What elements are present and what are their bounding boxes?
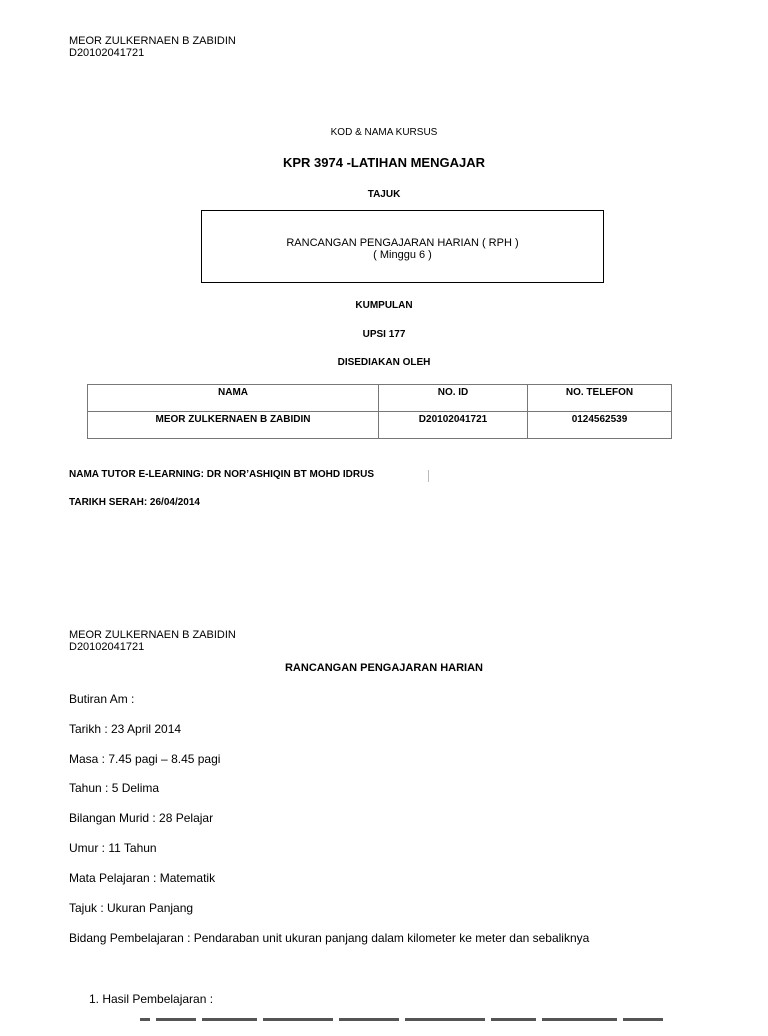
- author-header-2: [69, 629, 236, 653]
- submit-date-line: TARIKH SERAH: 26/04/2014: [69, 497, 200, 508]
- author-id: D20102041721: [69, 47, 145, 59]
- table-header-cell: NO. ID: [379, 385, 528, 412]
- general-details-label: Butiran Am :: [69, 692, 135, 706]
- topic-line-1: RANCANGAN PENGAJARAN HARIAN ( RPH ): [286, 237, 519, 249]
- group-value: UPSI 177: [362, 329, 406, 340]
- table-header-row: [88, 385, 672, 412]
- learning-area-line: Bidang Pembelajaran : Pendaraban unit ukuran panjang dalam kilometer ke meter dan sebaliknya: [69, 931, 590, 945]
- topic-box: [201, 210, 604, 283]
- course-label: KOD & NAMA KURSUS: [330, 127, 438, 138]
- list-item: 1. Hasil Pembelajaran :: [89, 992, 214, 1006]
- course-title: KPR 3974 -LATIHAN MENGAJAR: [282, 155, 485, 170]
- author-name: MEOR ZULKERNAEN B ZABIDIN: [69, 629, 236, 641]
- table-header-cell: NAMA: [88, 385, 379, 412]
- time-line: Masa : 7.45 pagi – 8.45 pagi: [69, 752, 221, 766]
- topic-label: TAJUK: [367, 189, 401, 200]
- topic-line: Tajuk : Ukuran Panjang: [69, 901, 194, 915]
- text-cursor-mark: [428, 470, 429, 482]
- table-cell: D20102041721: [379, 412, 528, 439]
- year-line: Tahun : 5 Delima: [69, 781, 160, 795]
- topic-line-2: ( Minggu 6 ): [373, 249, 432, 261]
- plan-title: RANCANGAN PENGAJARAN HARIAN: [284, 662, 483, 674]
- age-line: Umur : 11 Tahun: [69, 841, 157, 855]
- tutor-line: NAMA TUTOR E-LEARNING: DR NOR’ASHIQIN BT MOHD IDRUS: [69, 469, 374, 480]
- author-id: D20102041721: [69, 641, 145, 653]
- author-name: MEOR ZULKERNAEN B ZABIDIN: [69, 35, 236, 47]
- group-label: KUMPULAN: [355, 300, 413, 311]
- table-row: [88, 412, 672, 439]
- students-line: Bilangan Murid : 28 Pelajar: [69, 811, 214, 825]
- subject-line: Mata Pelajaran : Matematik: [69, 871, 216, 885]
- student-table: [87, 384, 672, 439]
- cut-off-text-line: [140, 1018, 680, 1028]
- table-cell: 0124562539: [528, 412, 672, 439]
- table-cell: MEOR ZULKERNAEN B ZABIDIN: [88, 412, 379, 439]
- date-line: Tarikh : 23 April 2014: [69, 722, 182, 736]
- author-header: [69, 35, 236, 59]
- table-header-cell: NO. TELEFON: [528, 385, 672, 412]
- prepared-by-label: DISEDIAKAN OLEH: [337, 357, 431, 368]
